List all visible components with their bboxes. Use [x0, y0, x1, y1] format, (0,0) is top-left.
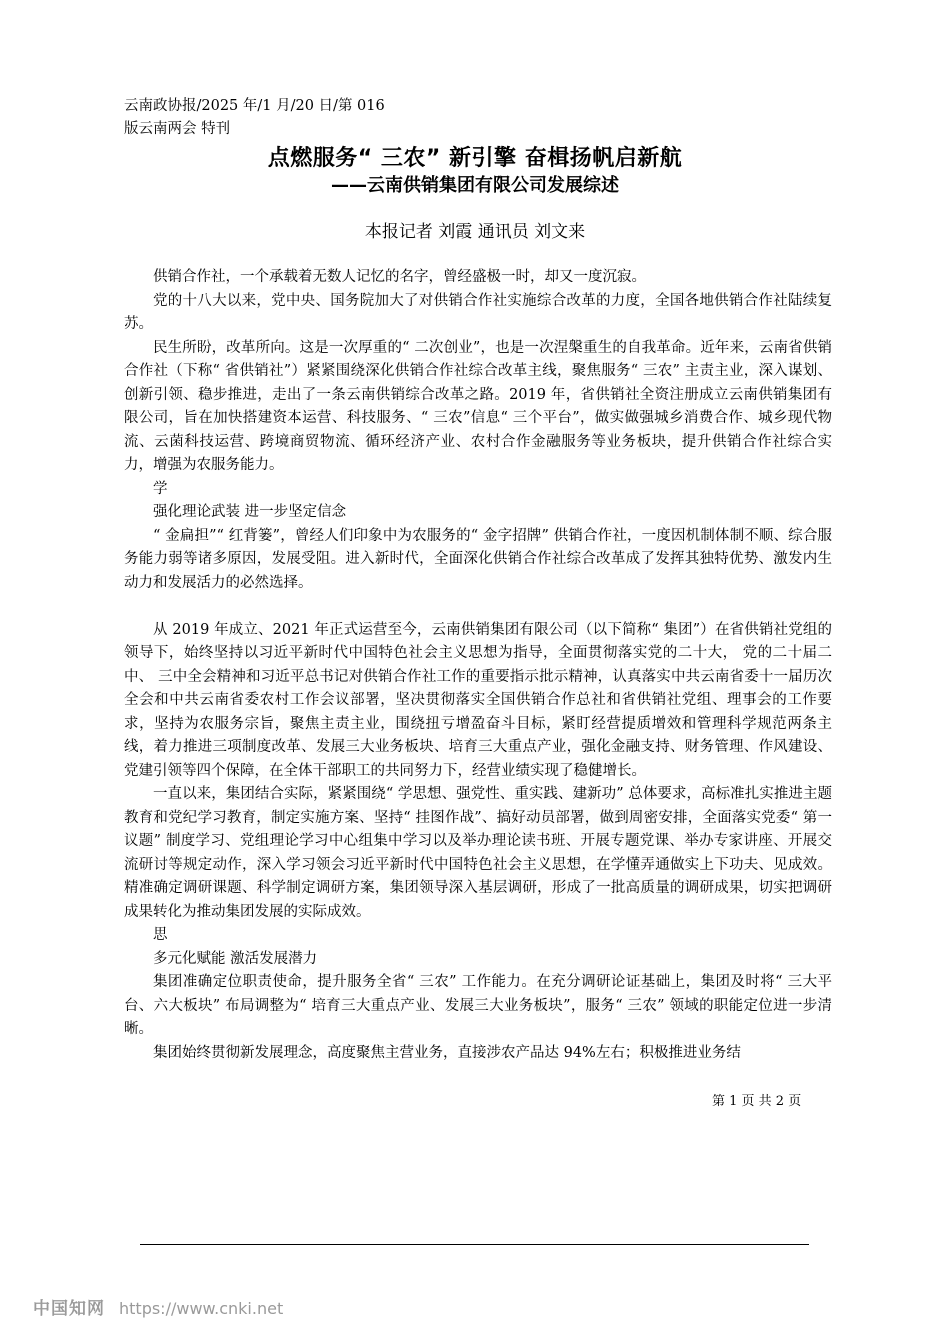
section-heading: 思	[153, 927, 168, 943]
article-body	[124, 266, 832, 1065]
watermark-url: https://www.cnki.net	[119, 1299, 284, 1318]
paragraph: 集团始终贯彻新发展理念，高度聚焦主营业务，直接涉农产品达 94%左右；积极推进业务结	[153, 1044, 741, 1061]
paragraph: 一直以来，集团结合实际，紧紧围绕“ 学思想、强党性、重实践、建新功” 总体要求，高标准扎实推进主题教育和党纪学习教育，制定实施方案、坚持“ 挂图作战”、搞好动员部署，做到周密安排，全面落实党委“ 第一议题” 制度学习、党组理论学习中心组集中学习以及举办理论读书班、开展专题党课、举办专家讲座、开展交流研讨等规定动作，深入学习领会习近平新时代中国特色社会主义思想，在学懂弄通做实上下功夫、见成效。精准确定调研课题、科学制定调研方案，集团领导深入基层调研，形成了一批高质量的调研成果，切实把调研成果转化为推动集团发展的实际成效。	[124, 786, 832, 920]
section-heading: 学	[153, 480, 168, 497]
publication-source-continued: 版云南两会 特刊	[124, 121, 231, 137]
paragraph: “ 金扁担”“ 红背篓”，曾经人们印象中为农服务的“ 金字招牌” 供销合作社，一度因机制体制不顺、综合服务能力弱等诸多原因，发展受阻。进入新时代，全面深化供销合作社综合改革成了发挥其独特优势、激发内生动力和发展活力的必然选择。	[124, 527, 832, 591]
paragraph: 党的十八大以来，党中央、国务院加大了对供销合作社实施综合改革的力度，全国各地供销合作社陆续复苏。	[124, 292, 832, 332]
footer-divider	[140, 1244, 809, 1245]
cnki-watermark	[33, 1294, 283, 1319]
publication-source: 云南政协报/2025 年/1 月/20 日/第 016	[124, 98, 385, 114]
paragraph: 供销合作社，一个承载着无数人记忆的名字，曾经盛极一时，却又一度沉寂。	[153, 269, 646, 285]
article-subtitle: ——云南供销集团有限公司发展综述	[331, 175, 619, 196]
blank-line	[124, 595, 832, 619]
article-byline: 本报记者 刘霞 通讯员 刘文来	[364, 222, 586, 242]
paragraph: 民生所盼，改革所向。这是一次厚重的“ 二次创业”，也是一次涅槃重生的自我革命。近年来，云南省供销合作社（下称“ 省供销社”）紧紧围绕深化供销合作社综合改革主线，聚焦服务“ 三农” 主责主业，深入谋划、创新引领、稳步推进，走出了一条云南供销综合改革之路。2019 年，省供销社全资注册成立云南供销集团有限公司，旨在加快搭建资本运营、科技服务、“ 三农”信息“ 三个平台”，做实做强城乡消费合作、城乡现代物流、云菌科技运营、跨境商贸物流、循环经济产业、农村合作金融服务等业务板块，提升供销合作社综合实力，增强为农服务能力。	[124, 339, 832, 473]
paragraph: 从 2019 年成立、2021 年正式运营至今，云南供销集团有限公司（以下简称“ 集团”）在省供销社党组的领导下，始终坚持以习近平新时代中国特色社会主义思想为指导，全面贯彻落实党的二十大， 党的二十届二中、 三中全会精神和习近平总书记对供销合作社工作的重要指示批示精神，认真落实中共云南省委十一届历次全会和中共云南省委农村工作会议部署，坚决贯彻落实全国供销合作总社和省供销社党组、理事会的工作要求，坚持为农服务宗旨，聚焦主责主业，围绕扭亏增盈奋斗目标，紧盯经营提质增效和管理科学规范两条主线，着力推进三项制度改革、发展三大业务板块、培育三大重点产业，强化金融支持、财务管理、作风建设、党建引领等四个保障，在全体干部职工的共同努力下，经营业绩实现了稳健增长。	[124, 621, 832, 779]
section-subheading: 强化理论武装 进一步坚定信念	[153, 504, 347, 520]
watermark-brand: 中国知网	[33, 1299, 105, 1319]
article-title: 点燃服务“ 三农” 新引擎 奋楫扬帆启新航	[267, 146, 683, 171]
section-subheading: 多元化赋能 激活发展潜力	[153, 950, 318, 967]
page-number: 第 1 页 共 2 页	[712, 1094, 802, 1109]
paragraph: 集团准确定位职责使命，提升服务全省“ 三农” 工作能力。在充分调研论证基础上，集团及时将“ 三大平台、六大板块” 布局调整为“ 培育三大重点产业、发展三大业务板块”，服务“ 三农” 领域的职能定位进一步清晰。	[124, 974, 832, 1037]
